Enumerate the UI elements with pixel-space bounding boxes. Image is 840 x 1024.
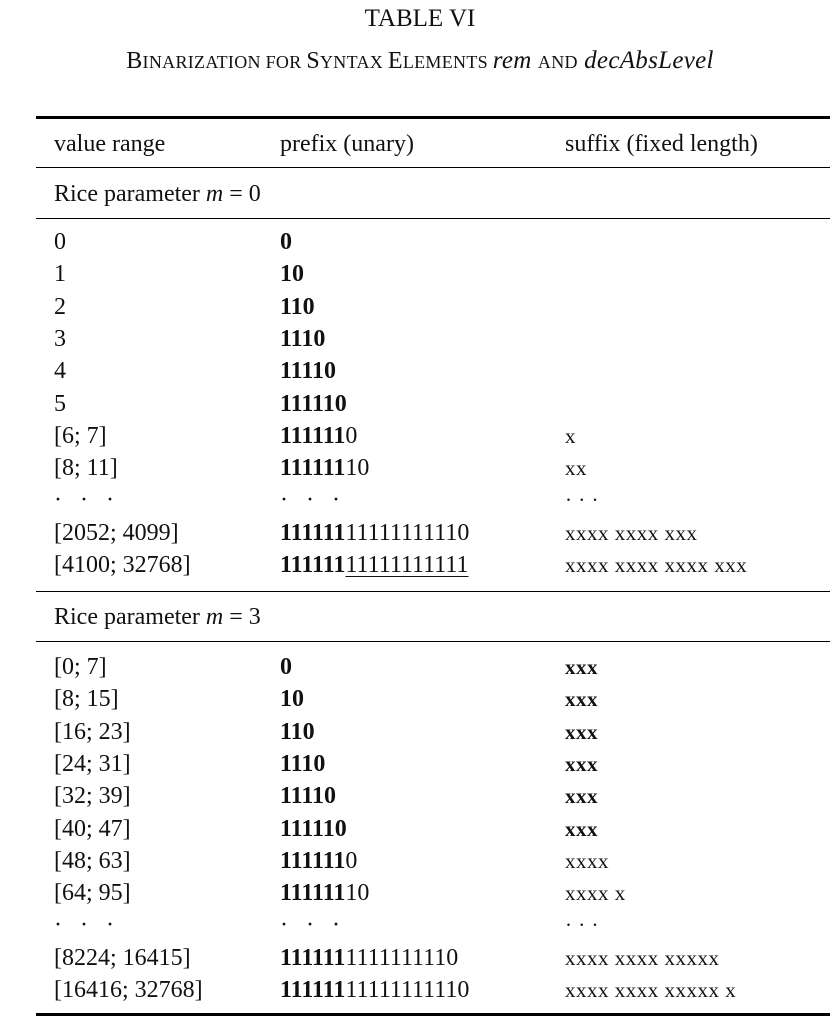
table-row — [0, 420, 840, 452]
prefix-rest-part: 11111111110 — [345, 519, 470, 546]
prefix-bold-part: 111111 — [280, 422, 346, 449]
top-rule — [36, 116, 830, 119]
suffix-cell: xxx — [565, 784, 598, 809]
value-range-cell: [48; 63] — [54, 847, 131, 874]
table-row — [0, 258, 840, 290]
table-row — [0, 909, 840, 941]
table-row — [0, 974, 840, 1006]
prefix-bold-part: 110 — [280, 293, 315, 320]
section-m0-label: Rice parameter m = 0 — [54, 181, 261, 207]
suffix-cell: xxx — [565, 655, 598, 679]
value-range-cell: [6; 7] — [54, 422, 107, 449]
prefix-bold-part: 111110 — [280, 815, 347, 842]
bottom-rule — [36, 1013, 830, 1016]
table-row — [0, 323, 840, 355]
table-row — [0, 683, 840, 715]
value-range-cell: · · · — [54, 912, 120, 939]
prefix-rest-part: 0 — [345, 422, 358, 449]
value-range-cell: [40; 47] — [54, 815, 131, 842]
value-range-cell: 1 — [54, 261, 66, 288]
value-range-cell: [16; 23] — [54, 718, 131, 745]
prefix-bold-part: 111111 — [280, 847, 346, 874]
suffix-cell: xxx — [565, 751, 598, 776]
value-range-cell: 0 — [54, 229, 66, 255]
suffix-cell: xxxx x — [565, 881, 626, 906]
prefix-cell — [280, 323, 325, 355]
suffix-cell: · · · — [565, 488, 599, 513]
header-rule — [36, 167, 830, 168]
prefix-cell — [280, 484, 346, 516]
prefix-cell — [280, 258, 304, 290]
prefix-cell — [280, 780, 336, 812]
value-range-cell: 5 — [54, 390, 66, 417]
prefix-cell — [280, 845, 357, 877]
prefix-cell — [280, 388, 347, 420]
table-row — [0, 845, 840, 877]
value-range-cell: 3 — [54, 325, 66, 352]
prefix-bold-part: 111110 — [280, 390, 347, 417]
prefix-bold-part: 111111 — [280, 977, 346, 1003]
suffix-cell: xxx — [565, 687, 598, 712]
value-range-cell: [8224; 16415] — [54, 944, 191, 971]
table-row — [0, 484, 840, 516]
table-row — [0, 355, 840, 387]
suffix-cell: xxxx — [565, 848, 609, 873]
suffix-cell: xxxx xxxx xxxxx x — [565, 978, 737, 1002]
table-row — [0, 877, 840, 909]
prefix-cell — [280, 517, 469, 549]
prefix-bold-part: 1110 — [280, 325, 326, 352]
prefix-bold-part: 11110 — [280, 358, 337, 385]
prefix-cell — [280, 748, 325, 780]
value-range-cell: [16416; 32768] — [54, 977, 203, 1003]
prefix-rest-part: 10 — [345, 455, 370, 482]
prefix-rest-part: 11111111111 — [345, 552, 469, 578]
prefix-cell — [280, 291, 315, 323]
prefix-bold-part: 0 — [280, 229, 292, 255]
prefix-cell — [280, 813, 347, 845]
suffix-cell: xx — [565, 456, 587, 481]
prefix-rest-part: · · · — [280, 487, 346, 514]
prefix-cell — [280, 716, 315, 748]
prefix-bold-part: 111111 — [280, 880, 346, 907]
value-range-cell: [4100; 32768] — [54, 552, 191, 578]
prefix-rest-part: 1111111110 — [345, 944, 459, 971]
table-row — [0, 780, 840, 812]
prefix-cell — [280, 355, 336, 387]
prefix-rest-part: 11111111110 — [345, 977, 470, 1003]
prefix-bold-part: 10 — [280, 261, 304, 288]
table-row — [0, 813, 840, 845]
value-range-cell: [24; 31] — [54, 750, 131, 777]
prefix-bold-part: 111111 — [280, 519, 346, 546]
table-row — [0, 226, 840, 258]
prefix-bold-part: 110 — [280, 718, 315, 745]
table-caption: BINARIZATION FOR SYNTAX ELEMENTS rem AND decAbsLevel — [126, 47, 714, 74]
table-row — [0, 651, 840, 683]
prefix-cell — [280, 974, 469, 1006]
prefix-cell — [280, 226, 292, 258]
prefix-rest-part: · · · — [280, 912, 346, 939]
section-m3-rule — [36, 641, 830, 642]
prefix-bold-part: 11110 — [280, 783, 337, 810]
prefix-bold-part: 10 — [280, 686, 304, 713]
suffix-cell: xxx — [565, 816, 598, 841]
table-row — [0, 388, 840, 420]
suffix-cell: · · · — [565, 913, 599, 938]
value-range-cell: 2 — [54, 293, 66, 320]
section-m3-top-rule — [36, 591, 830, 592]
prefix-cell — [280, 877, 369, 909]
caption-var-rem: rem — [492, 47, 532, 74]
prefix-cell — [280, 549, 468, 581]
suffix-cell: xxxx xxxx xxx — [565, 520, 698, 545]
table-row — [0, 549, 840, 581]
section-m3-label: Rice parameter m = 3 — [54, 604, 261, 630]
header-suffix: suffix (fixed length) — [565, 131, 758, 157]
prefix-cell — [280, 909, 346, 941]
value-range-cell: [32; 39] — [54, 783, 131, 810]
header-value-range: value range — [54, 131, 166, 157]
value-range-cell: [8; 11] — [54, 455, 118, 482]
prefix-cell — [280, 420, 357, 452]
value-range-cell: [8; 15] — [54, 686, 119, 713]
prefix-bold-part: 1110 — [280, 750, 326, 777]
table-row — [0, 942, 840, 974]
prefix-rest-part: 10 — [345, 880, 370, 907]
header-row — [0, 128, 840, 160]
value-range-cell: [0; 7] — [54, 654, 107, 680]
prefix-bold-part: 111111 — [280, 944, 346, 971]
caption-var-decabslevel: decAbsLevel — [584, 47, 714, 74]
value-range-cell: · · · — [54, 487, 120, 514]
table-row — [0, 517, 840, 549]
table-row — [0, 452, 840, 484]
prefix-cell — [280, 942, 458, 974]
value-range-cell: [64; 95] — [54, 880, 131, 907]
table-row — [0, 716, 840, 748]
section-m0-rule — [36, 218, 830, 219]
suffix-cell: xxxx xxxx xxxxx — [565, 945, 720, 970]
prefix-cell — [280, 452, 369, 484]
table-row — [0, 291, 840, 323]
header-prefix: prefix (unary) — [280, 131, 414, 157]
prefix-cell — [280, 651, 292, 683]
prefix-bold-part: 0 — [280, 654, 292, 680]
value-range-cell: [2052; 4099] — [54, 519, 179, 546]
suffix-cell: x — [565, 423, 576, 448]
value-range-cell: 4 — [54, 358, 66, 385]
prefix-bold-part: 111111 — [280, 552, 346, 578]
table-row — [0, 748, 840, 780]
suffix-cell: xxxx xxxx xxxx xxx — [565, 553, 748, 577]
suffix-cell: xxx — [565, 719, 598, 744]
prefix-rest-part: 0 — [345, 847, 358, 874]
prefix-cell — [280, 683, 304, 715]
prefix-bold-part: 111111 — [280, 455, 346, 482]
table-title: TABLE VI — [364, 5, 476, 32]
